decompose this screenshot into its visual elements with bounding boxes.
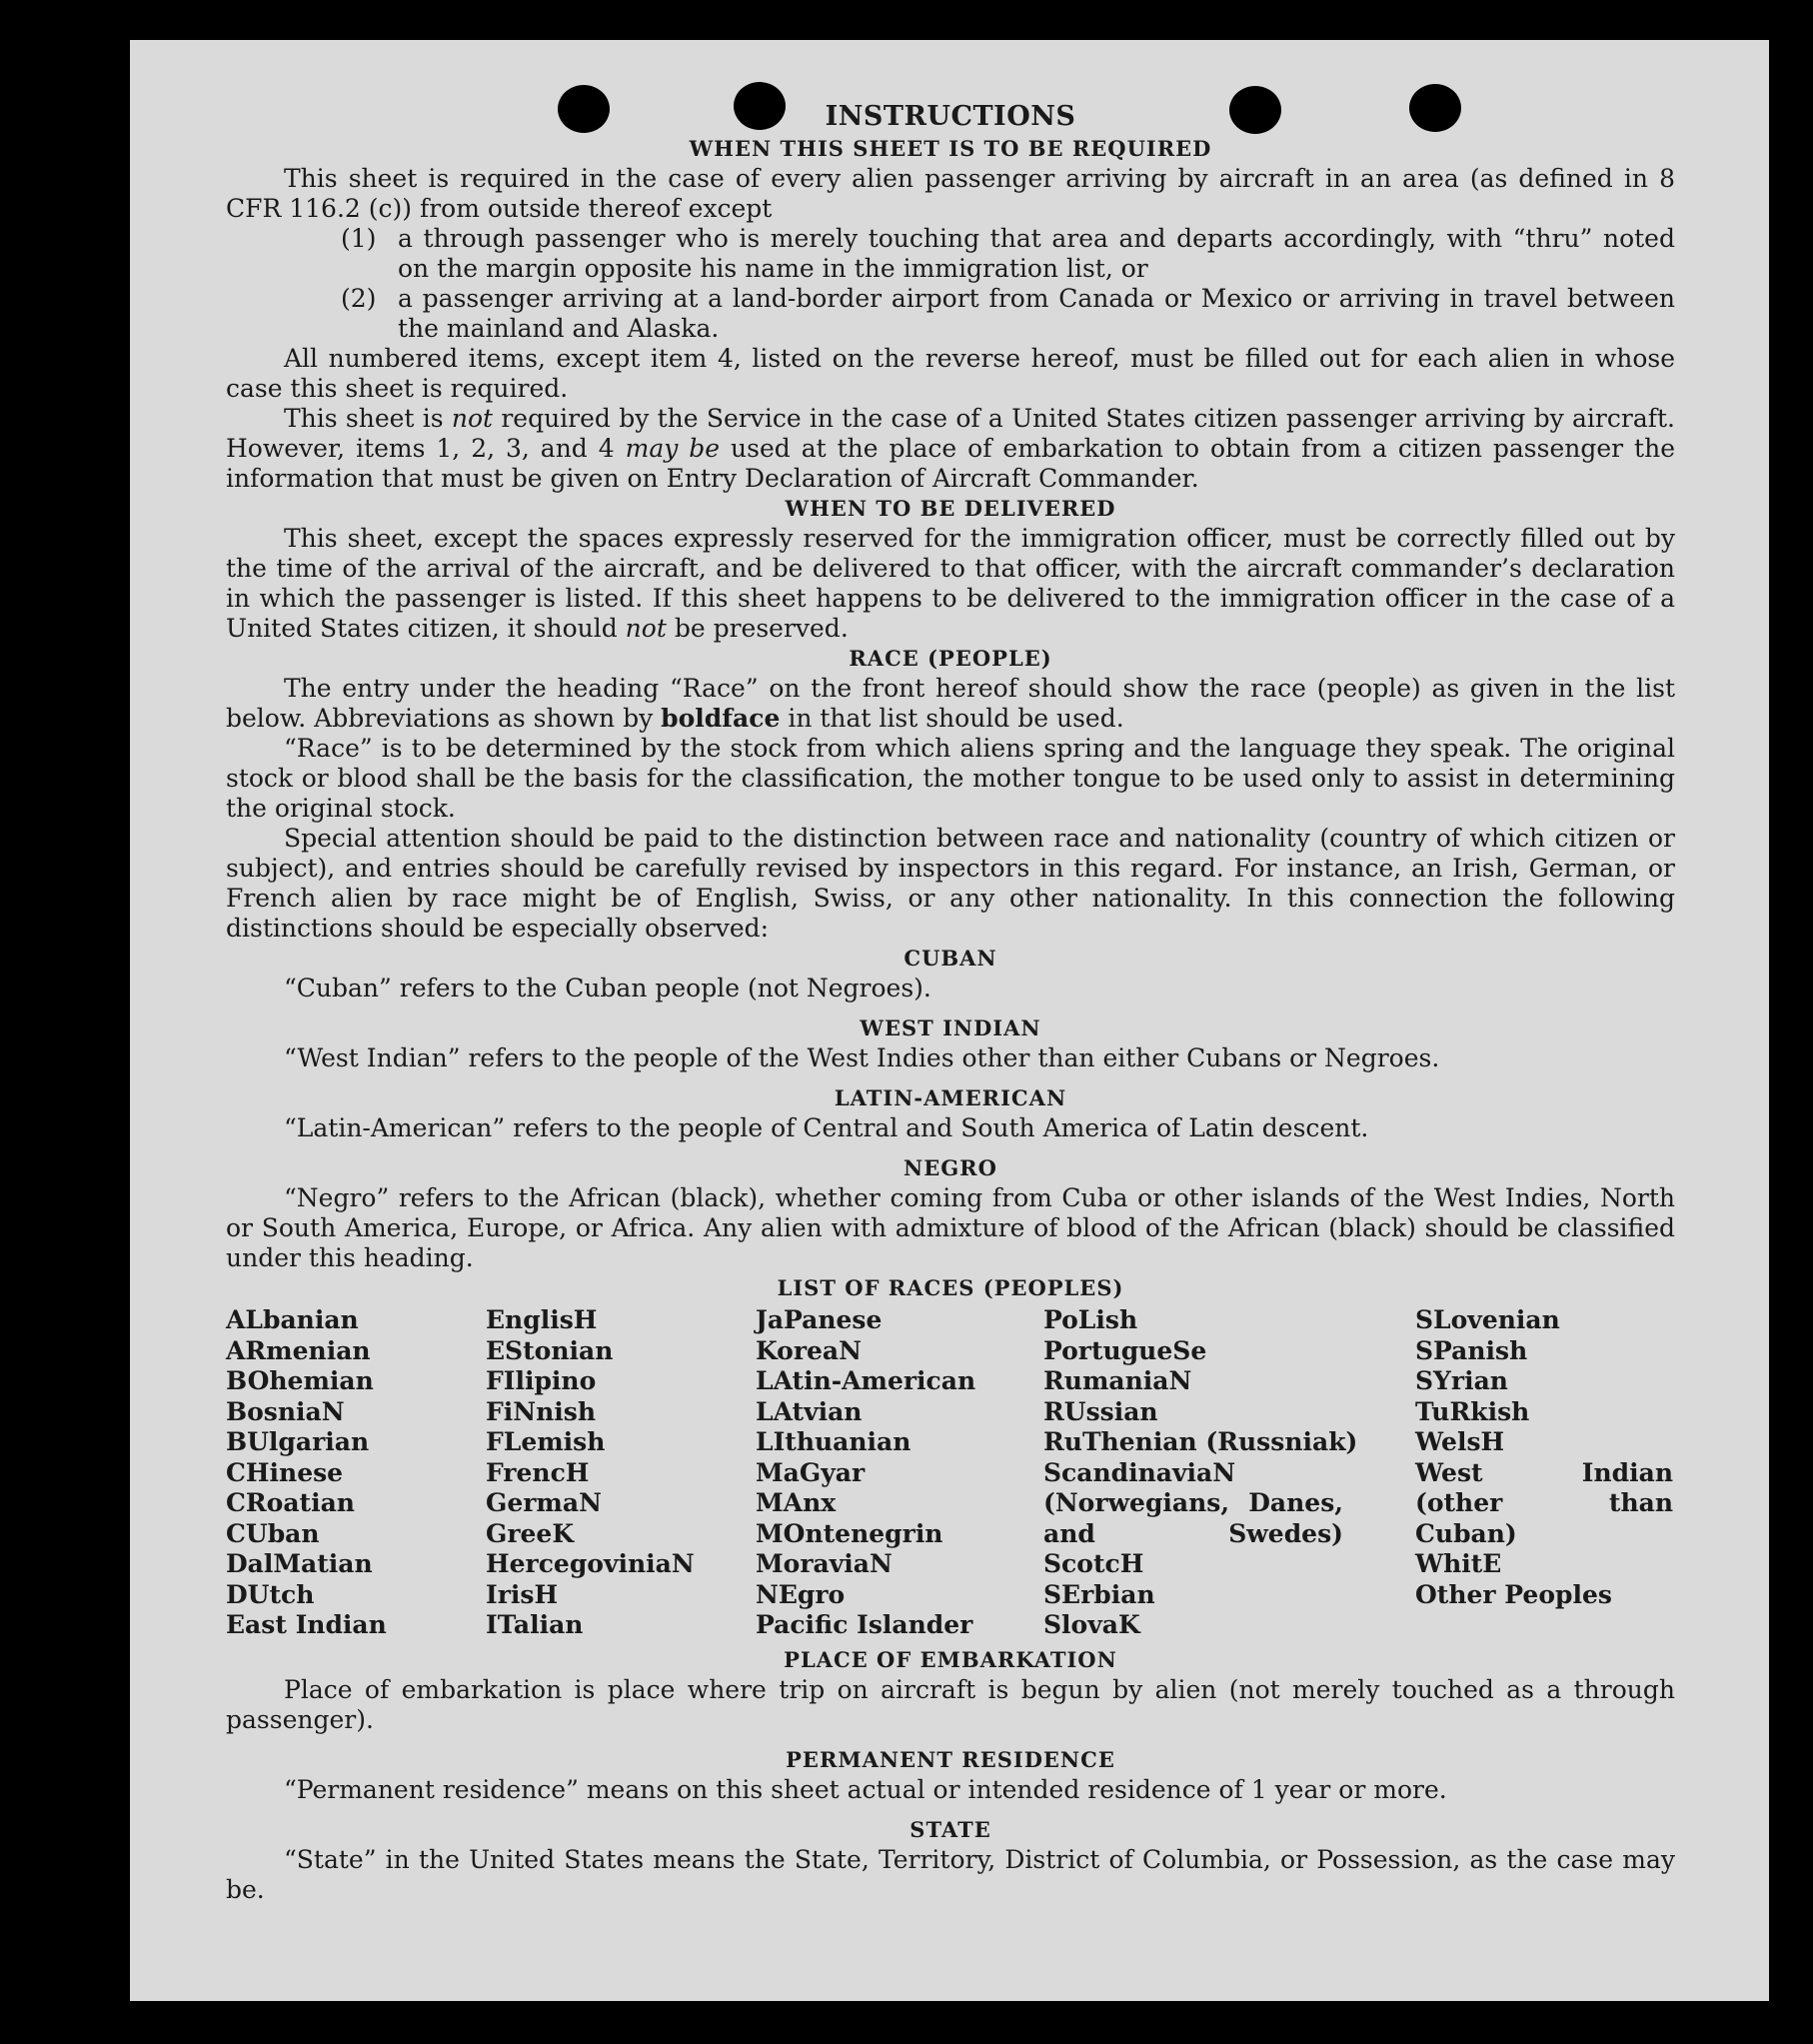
race-entry: SlovaK xyxy=(1043,1610,1140,1639)
race-entry: SLovenian xyxy=(1415,1305,1560,1334)
race-entry: NEgro xyxy=(756,1579,846,1609)
race-entry: MAnx xyxy=(756,1488,837,1517)
race-entry: FLemish xyxy=(486,1427,606,1456)
race-entry: SPanish xyxy=(1415,1335,1528,1365)
race-entry: Other Peoples xyxy=(1415,1579,1612,1609)
race-entry: MaGyar xyxy=(756,1457,866,1487)
section-heading: PERMANENT RESIDENCE xyxy=(786,1746,1115,1772)
section-heading: WHEN THIS SHEET IS TO BE REQUIRED xyxy=(689,136,1212,161)
race-entry: BUlgarian xyxy=(226,1427,370,1456)
race-entry: SYrian xyxy=(1415,1366,1508,1395)
race-column xyxy=(226,1305,486,1641)
paragraph: “West Indian” refers to the people of the West Indies other than either Cubans or Negroes. xyxy=(284,1043,1440,1072)
item-number: (1) xyxy=(341,224,377,253)
section-heading: WEST INDIAN xyxy=(860,1016,1041,1040)
race-entry: BOhemian xyxy=(226,1366,374,1395)
race-entry: CRoatian xyxy=(226,1488,355,1517)
race-entry: LIthuanian xyxy=(756,1427,911,1456)
race-entry: CHinese xyxy=(226,1457,344,1487)
race-column xyxy=(1043,1305,1358,1641)
race-entry: EnglisH xyxy=(486,1305,598,1334)
item-number: (2) xyxy=(341,284,377,313)
race-entry: West Indian (other than Cuban) xyxy=(1415,1457,1673,1548)
section-heading: LATIN-AMERICAN xyxy=(834,1085,1067,1110)
paragraph: Special attention should be paid to the distinction between race and nationality (country of which citizen or subject), and entries should be carefully revised by inspectors in this regard. For instance, an Irish, German, or French alien by race might be of English, Swiss, or any other nationality. In this connection the following distinctions should be especially observed: xyxy=(226,824,1675,943)
race-entry: CUban xyxy=(226,1518,320,1548)
race-entry: ScotcH xyxy=(1043,1549,1144,1578)
race-entry: EStonian xyxy=(486,1335,614,1365)
page-title: INSTRUCTIONS xyxy=(825,101,1076,132)
race-entry: JaPanese xyxy=(756,1305,883,1334)
paragraph: “State” in the United States means the State, Territory, District of Columbia, or Possession, as the case may be. xyxy=(226,1844,1675,1904)
race-entry: TuRkish xyxy=(1415,1396,1530,1426)
race-entry: WelsH xyxy=(1415,1427,1505,1456)
race-entry: LAtin-American xyxy=(756,1366,976,1395)
race-entry: East Indian xyxy=(226,1610,387,1639)
race-entry: GermaN xyxy=(486,1488,602,1517)
race-entry: FiNnish xyxy=(486,1396,597,1426)
race-entry: MoraviaN xyxy=(756,1549,893,1578)
section-heading: CUBAN xyxy=(904,946,997,971)
race-entry: IrisH xyxy=(486,1579,559,1609)
document-sheet xyxy=(130,40,1769,2001)
race-column xyxy=(486,1305,756,1641)
race-list xyxy=(226,1305,1675,1641)
race-entry: LAtvian xyxy=(756,1396,863,1426)
race-entry: FrencH xyxy=(486,1457,590,1487)
paragraph: This sheet, except the spaces expressly reserved for the immigration officer, must be correctly filled out by the time of the arrival of the aircraft, and be delivered to that officer, with the aircraft commander’s declaration in which the passenger is listed. If this sheet happens to be delivered to the immigration officer in the case of a United States citizen, it should not be preserved. xyxy=(226,524,1675,643)
race-entry: RumaniaN xyxy=(1043,1366,1192,1395)
race-column xyxy=(756,1305,1043,1641)
section-heading: LIST OF RACES (PEOPLES) xyxy=(777,1275,1124,1300)
race-entry: HercegoviniaN xyxy=(486,1549,695,1578)
section-heading: WHEN TO BE DELIVERED xyxy=(785,496,1116,521)
race-entry: RUssian xyxy=(1043,1396,1158,1426)
race-entry: DalMatian xyxy=(226,1549,373,1578)
race-entry: ALbanian xyxy=(226,1305,359,1334)
section-heading: RACE (PEOPLE) xyxy=(849,646,1052,671)
race-entry: DUtch xyxy=(226,1579,315,1609)
race-entry: Pacific Islander xyxy=(756,1610,973,1639)
race-entry: ARmenian xyxy=(226,1335,371,1365)
race-entry: FIlipino xyxy=(486,1366,597,1395)
section-heading: NEGRO xyxy=(904,1155,997,1180)
race-entry: PoLish xyxy=(1043,1305,1138,1334)
paragraph: All numbered items, except item 4, listed on the reverse hereof, must be filled out for each alien in whose case this sheet is required. xyxy=(226,344,1675,403)
section-heading: PLACE OF EMBARKATION xyxy=(784,1646,1117,1672)
race-entry: RuThenian (Russniak) xyxy=(1043,1427,1358,1456)
race-entry: ScandinaviaN (Norwegians, Danes, and Swedes) xyxy=(1043,1457,1343,1548)
race-entry: GreeK xyxy=(486,1518,575,1548)
paragraph: This sheet is required in the case of every alien passenger arriving by aircraft in an area (as defined in 8 CFR 116.2 (c)) from outside thereof except xyxy=(226,164,1675,223)
paragraph: “Latin-American” refers to the people of Central and South America of Latin descent. xyxy=(284,1113,1369,1142)
section-heading: STATE xyxy=(909,1816,991,1842)
race-entry: PortugueSe xyxy=(1043,1335,1207,1365)
paragraph: “Negro” refers to the African (black), whether coming from Cuba or other islands of the West Indies, North or South America, Europe, or Africa. Any alien with admixture of blood of the African (black) should be classified under this heading. xyxy=(226,1183,1675,1272)
race-entry: MOntenegrin xyxy=(756,1518,943,1548)
item-text: a passenger arriving at a land-border airport from Canada or Mexico or arriving in travel between the mainland and Alaska. xyxy=(398,284,1675,343)
race-column xyxy=(1415,1305,1673,1641)
paragraph: This sheet is not required by the Service in the case of a United States citizen passenger arriving by aircraft. However, items 1, 2, 3, and 4 may be used at the place of embarkation to obtain from a citizen passenger the information that must be given on Entry Declaration of Aircraft Commander. xyxy=(226,404,1675,493)
paragraph: “Cuban” refers to the Cuban people (not Negroes). xyxy=(284,974,931,1003)
paragraph: The entry under the heading “Race” on the front hereof should show the race (people) as given in the list below. Abbreviations as shown by boldface in that list should be used. xyxy=(226,674,1675,733)
list-item xyxy=(226,224,1675,284)
paragraph: “Permanent residence” means on this sheet actual or intended residence of 1 year or more. xyxy=(284,1774,1447,1804)
paragraph: Place of embarkation is place where trip on aircraft is begun by alien (not merely touched as a through passenger). xyxy=(226,1674,1675,1734)
race-entry: SErbian xyxy=(1043,1579,1155,1609)
paragraph: “Race” is to be determined by the stock from which aliens spring and the language they speak. The original stock or blood shall be the basis for the classification, the mother tongue to be used only to assist in determining the original stock. xyxy=(226,734,1675,823)
instructions-content xyxy=(226,100,1675,1905)
race-entry: BosniaN xyxy=(226,1396,345,1426)
race-entry: ITalian xyxy=(486,1610,584,1639)
item-text: a through passenger who is merely touching that area and departs accordingly, with “thru” noted on the margin opposite his name in the immigration list, or xyxy=(398,224,1675,283)
race-entry: WhitE xyxy=(1415,1549,1502,1578)
race-entry: KoreaN xyxy=(756,1335,862,1365)
list-item xyxy=(226,284,1675,344)
